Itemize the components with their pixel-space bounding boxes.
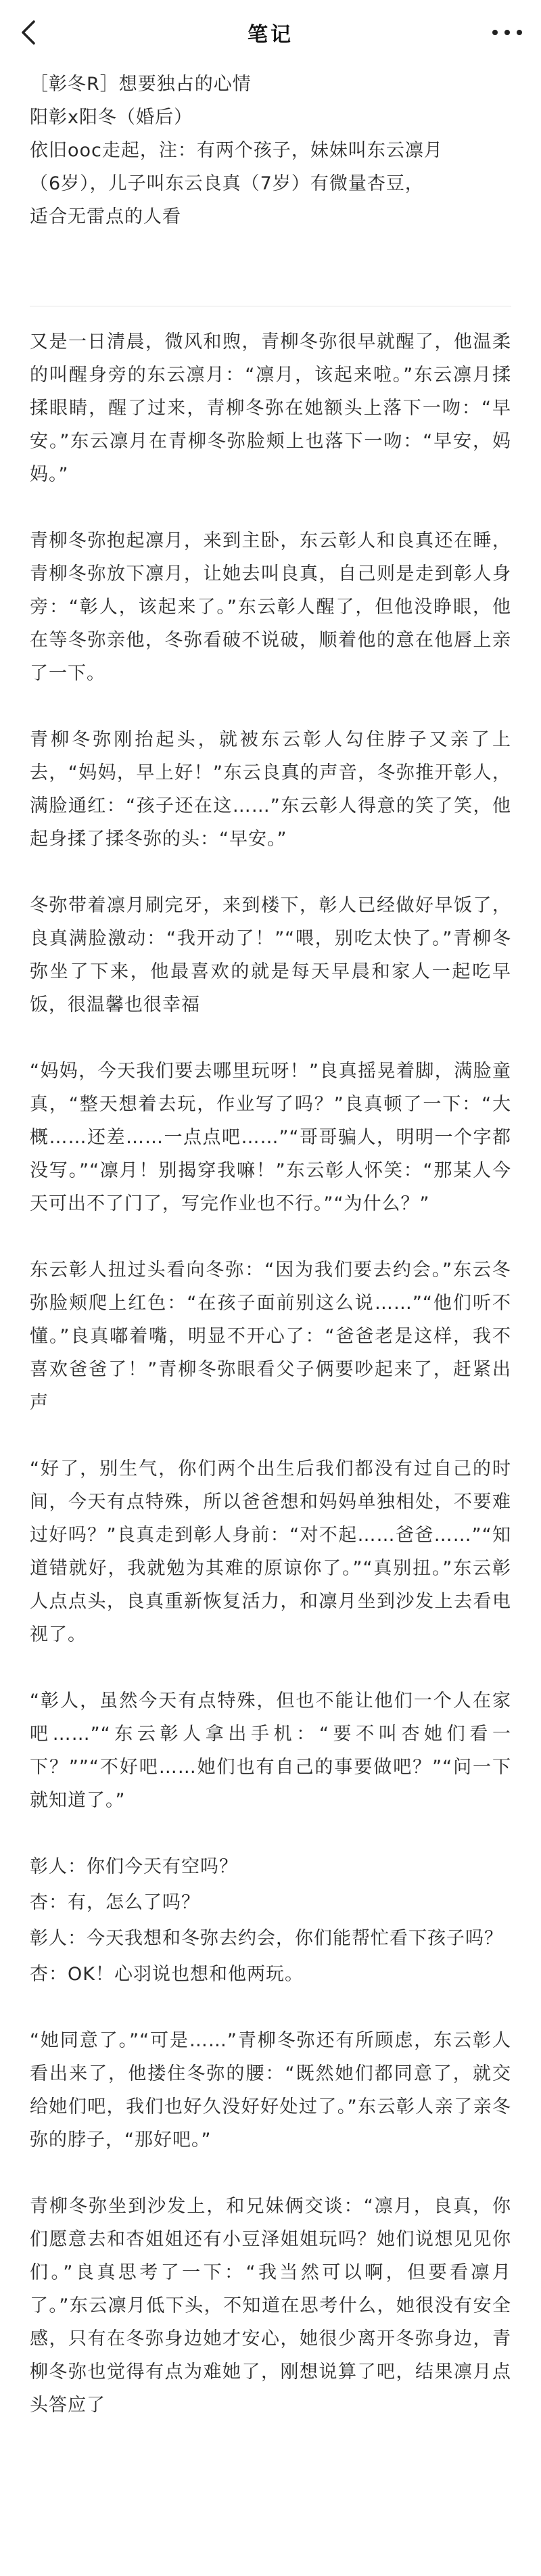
story-paragraph: 青柳冬弥刚抬起头，就被东云彰人勾住脖子又亲了上去，“妈妈，早上好！”东云良真的声音，冬弥推开彰人，满脸通红：“孩子还在这……”东云彰人得意的笑了笑，他起身揉了揉冬弥的头：“早安。” — [30, 729, 511, 850]
chat-line: 杏：OK！心羽说也想和他两玩。 — [30, 1964, 304, 1985]
note-warning-line: （6岁），儿子叫东云良真（7岁）有微量杏豆， — [30, 173, 424, 194]
ellipsis-icon — [488, 20, 526, 45]
story-paragraph: “彰人，虽然今天有点特殊，但也不能让他们一个人在家吧……”“东云彰人拿出手机：“要不叫杏她们看一下？””“不好吧……她们也有自己的事要做吧？”“问一下就知道了。” — [30, 1690, 511, 1811]
story-paragraph: 青柳冬弥抱起凛月，来到主卧，东云彰人和良真还在睡，青柳冬弥放下凛月，让她去叫良真，自己则是走到彰人身旁：“彰人，该起来了。”东云彰人醒了，但他没睁眼，他在等冬弥亲他，冬弥看破不说破，顺着他的意在他唇上亲了一下。 — [30, 530, 511, 684]
story-paragraph: “她同意了。”“可是……”青柳冬弥还有所顾虑，东云彰人看出来了，他搂住冬弥的腰：“既然她们都同意了，就交给她们吧，我们也好久没好好处过了。”东云彰人亲了亲冬弥的脖子，“那好吧。” — [30, 2030, 511, 2150]
top-bar — [0, 0, 541, 65]
note-pairing-line: 阳彰x阳冬（婚后） — [30, 107, 193, 128]
note-warning-line: 依旧ooc走起，注：有两个孩子，妹妹叫东云凛月 — [30, 140, 443, 161]
story-paragraph: “好了，别生气，你们两个出生后我们都没有过自己的时间，今天有点特殊，所以爸爸想和妈妈单独相处，不要难过好吗？”良真走到彰人身前：“对不起……爸爸……”“知道错就好，我就勉为其难的原谅你了。”“真别扭。”东云彰人点点头，良真重新恢复活力，和凛月坐到沙发上去看电视了。 — [30, 1458, 511, 1645]
chat-line: 彰人：你们今天有空吗？ — [30, 1856, 238, 1877]
story-paragraph: “妈妈，今天我们要去哪里玩呀！”良真摇晃着脚，满脸童真，“整天想着去玩，作业写了吗？”良真顿了一下：“大概……还差……一点点吧……”“哥哥骗人，明明一个字都没写。”“凛月！别揭穿我嘛！”东云彰人怀笑：“那某人今天可出不了门了，写完作业也不行。”“为什么？” — [30, 1061, 511, 1214]
story-paragraph: 又是一日清晨，微风和煦，青柳冬弥很早就醒了，他温柔的叫醒身旁的东云凛月：“凛月，该起来啦。”东云凛月揉揉眼睛，醒了过来，青柳冬弥在她额头上落下一吻：“早安。”东云凛月在青柳冬弥脸颊上也落下一吻：“早安，妈妈。” — [30, 331, 511, 485]
page-title: 笔记 — [248, 23, 293, 47]
story-body — [0, 306, 541, 2422]
note-header — [0, 65, 541, 306]
story-paragraph: 东云彰人扭过头看向冬弥：“因为我们要去约会。”东云冬弥脸颊爬上红色：“在孩子面前别这么说……”“他们听不懂。”良真嘟着嘴，明显不开心了：“爸爸老是这样，我不喜欢爸爸了！”青柳冬弥眼看父子俩要吵起来了，赶紧出声 — [30, 1260, 511, 1413]
note-warning-line: 适合无雷点的人看 — [30, 206, 181, 227]
story-paragraph: 青柳冬弥坐到沙发上，和兄妹俩交谈：“凛月，良真，你们愿意去和杏姐姐还有小豆泽姐姐玩吗？她们说想见见你们。”良真思考了一下：“我当然可以啊，但要看凛月了。”东云凛月低下头，不知道在思考什么，她很没有安全感，只有在冬弥身边她才安心，她很少离开冬弥身边，青柳冬弥也觉得有点为难她了，刚想说算了吧，结果凛月点头答应了 — [30, 2196, 511, 2416]
note-title-line: ［彰冬R］想要独占的心情 — [30, 74, 252, 95]
more-button[interactable] — [488, 20, 526, 45]
story-paragraph: 冬弥带着凛月刷完牙，来到楼下，彰人已经做好早饭了，良真满脸激动：“我开动了！”“喂，别吃太快了。”青柳冬弥坐了下来，他最喜欢的就是每天早晨和家人一起吃早饭，很温馨也很幸福 — [30, 895, 511, 1015]
chat-line: 彰人：今天我想和冬弥去约会，你们能帮忙看下孩子吗？ — [30, 1928, 503, 1949]
chat-line: 杏：有，怎么了吗？ — [30, 1892, 200, 1913]
